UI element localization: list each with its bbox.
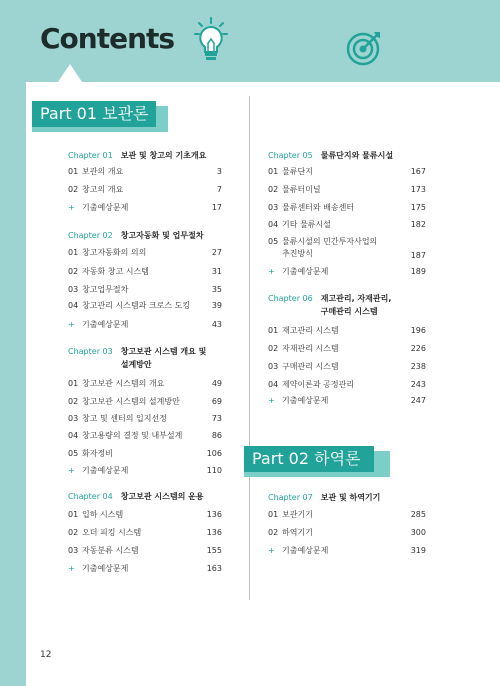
entry-number: 02	[268, 344, 279, 353]
chapter-title: 재고관리, 자재관리, 구매관리 시스템	[320, 294, 392, 316]
toc-entry	[268, 166, 426, 178]
entry-number: 05	[268, 237, 279, 246]
entry-number: 04	[268, 380, 279, 389]
entry-number: +	[68, 466, 75, 475]
entry-title: 제약이론과 공정관리	[282, 380, 355, 389]
entry-number: 01	[268, 167, 279, 176]
entry-page: 238	[410, 362, 426, 371]
entry-number: +	[268, 546, 275, 555]
entry-page: 7	[216, 185, 222, 194]
entry-number: 01	[68, 248, 79, 257]
entry-number: 03	[68, 414, 79, 423]
entry-title: 창고 및 센터의 입지선정	[82, 414, 167, 423]
entry-number: 02	[68, 185, 79, 194]
entry-page: 196	[410, 326, 426, 335]
toc-entry	[268, 361, 426, 373]
entry-page: 226	[410, 344, 426, 353]
entry-title: 물류센터와 배송센터	[282, 203, 355, 212]
entry-title: 기출예상문제	[282, 267, 329, 276]
chapter-number: Chapter 03	[68, 347, 113, 356]
toc-entry	[68, 396, 222, 408]
entry-page: 136	[206, 528, 222, 537]
exam-questions-entry	[68, 319, 222, 331]
chapter-title: 보관 및 창고의 기초개요	[120, 151, 207, 160]
exam-questions-entry	[268, 395, 426, 407]
entry-page: 187	[410, 251, 426, 260]
entry-number: 01	[68, 167, 79, 176]
entry-page: 189	[410, 267, 426, 276]
entry-number: +	[268, 396, 275, 405]
entry-page: 175	[410, 203, 426, 212]
entry-number: 03	[68, 285, 79, 294]
entry-title: 자동분류 시스템	[82, 546, 139, 555]
entry-title: 오더 피킹 시스템	[82, 528, 142, 537]
entry-number: 03	[268, 362, 279, 371]
entry-number: 02	[68, 267, 79, 276]
toc-entry	[268, 509, 426, 521]
entry-title: 재고관리 시스템	[282, 326, 339, 335]
chapter-number: Chapter 01	[68, 151, 113, 160]
entry-page: 319	[410, 546, 426, 555]
toc-entry	[68, 266, 222, 278]
chapter-number: Chapter 06	[268, 294, 313, 303]
toc-entry	[68, 509, 222, 521]
entry-number: 02	[68, 397, 79, 406]
page-number: 12	[40, 650, 52, 660]
toc-entry	[68, 284, 222, 296]
chapter-heading	[68, 345, 206, 371]
entry-page: 173	[410, 185, 426, 194]
entry-page: 35	[211, 285, 222, 294]
entry-page: 106	[206, 449, 222, 458]
entry-title: 화자정비	[82, 449, 113, 458]
entry-number: +	[68, 320, 75, 329]
entry-page: 243	[410, 380, 426, 389]
part-02-banner: Part 02 하역론	[244, 446, 374, 472]
chapter-title: 물류단지와 물류시설	[320, 151, 394, 160]
chapter-title: 창고자동화 및 업무절차	[120, 231, 204, 240]
toc-entry	[68, 448, 222, 460]
chapter-number: Chapter 04	[68, 492, 113, 501]
entry-title: 창고업무절차	[82, 285, 129, 294]
toc-entry	[268, 202, 426, 214]
toc-entry	[68, 378, 222, 390]
entry-title: 하역기기	[282, 528, 313, 537]
entry-title: 기타 물류시설	[282, 220, 331, 229]
chapter-heading	[68, 149, 206, 162]
entry-title: 기출예상문제	[82, 203, 129, 212]
entry-page: 17	[211, 203, 222, 212]
entry-page: 31	[211, 267, 222, 276]
entry-title: 물류터미널	[282, 185, 321, 194]
entry-page: 155	[206, 546, 222, 555]
chapter-number: Chapter 02	[68, 231, 113, 240]
entry-number: 01	[268, 510, 279, 519]
entry-number: +	[68, 564, 75, 573]
entry-page: 73	[211, 414, 222, 423]
entry-title: 보관기기	[282, 510, 313, 519]
entry-number: 02	[268, 185, 279, 194]
chapter-heading	[68, 229, 204, 242]
entry-number: +	[68, 203, 75, 212]
entry-page: 167	[410, 167, 426, 176]
entry-page: 182	[410, 220, 426, 229]
entry-page: 49	[211, 379, 222, 388]
target-icon	[346, 30, 382, 66]
entry-title: 물류시설의 민간투자사업의	[282, 237, 378, 246]
chapter-title: 창고보관 시스템의 운용	[120, 492, 204, 501]
entry-title: 창고의 개요	[82, 185, 124, 194]
entry-title: 창고자동화의 의의	[82, 248, 147, 257]
entry-title: 기출예상문제	[282, 546, 329, 555]
entry-page: 300	[410, 528, 426, 537]
entry-number: 04	[268, 220, 279, 229]
entry-title: 창고보관 시스템의 설계방안	[82, 397, 180, 406]
entry-title: 보관의 개요	[82, 167, 124, 176]
entry-title: 기출예상문제	[82, 466, 129, 475]
entry-number: 03	[268, 203, 279, 212]
entry-number: 01	[268, 326, 279, 335]
toc-entry	[268, 379, 426, 391]
entry-title: 입하 시스템	[82, 510, 124, 519]
exam-questions-entry	[68, 202, 222, 214]
entry-title: 기출예상문제	[82, 320, 129, 329]
entry-number: 03	[68, 546, 79, 555]
entry-page: 27	[211, 248, 222, 257]
toc-entry	[268, 527, 426, 539]
entry-title: 창고용량의 결정 및 내부설계	[82, 431, 183, 440]
entry-number: 02	[268, 528, 279, 537]
toc-entry	[68, 166, 222, 178]
chapter-heading	[268, 149, 393, 162]
exam-questions-entry	[268, 545, 426, 557]
chapter-number: Chapter 07	[268, 493, 313, 502]
part-01-banner: Part 01 보관론	[32, 101, 156, 127]
entry-title-cont: 추진방식	[282, 249, 313, 258]
chapter-heading	[268, 491, 380, 504]
entry-page: 86	[211, 431, 222, 440]
entry-page: 3	[216, 167, 222, 176]
entry-page: 43	[211, 320, 222, 329]
toc-entry	[268, 236, 426, 262]
toc-entry	[268, 219, 426, 231]
entry-page: 163	[206, 564, 222, 573]
entry-page: 285	[410, 510, 426, 519]
entry-number: +	[268, 267, 275, 276]
exam-questions-entry	[68, 465, 222, 477]
toc-entry	[68, 300, 222, 312]
entry-page: 69	[211, 397, 222, 406]
speech-notch	[58, 64, 82, 82]
entry-title: 자동화 창고 시스템	[82, 267, 149, 276]
entry-number: 05	[68, 449, 79, 458]
entry-title: 창고관리 시스템과 크로스 도킹	[82, 301, 191, 310]
entry-number: 01	[68, 510, 79, 519]
toc-entry	[268, 184, 426, 196]
chapter-title: 보관 및 하역기기	[320, 493, 381, 502]
column-divider	[249, 96, 250, 600]
entry-number: 02	[68, 528, 79, 537]
exam-questions-entry	[68, 563, 222, 575]
entry-title: 물류단지	[282, 167, 313, 176]
entry-title: 자재관리 시스템	[282, 344, 339, 353]
page-title: Contents	[40, 22, 175, 55]
toc-entry	[68, 413, 222, 425]
entry-page: 110	[206, 466, 222, 475]
entry-title: 구매관리 시스템	[282, 362, 339, 371]
chapter-number: Chapter 05	[268, 151, 313, 160]
entry-number: 04	[68, 301, 79, 310]
toc-entry	[68, 527, 222, 539]
toc-entry	[68, 545, 222, 557]
toc-entry	[68, 247, 222, 259]
chapter-heading	[68, 490, 204, 503]
entry-page: 39	[211, 301, 222, 310]
toc-entry	[268, 343, 426, 355]
entry-page: 247	[410, 396, 426, 405]
entry-number: 01	[68, 379, 79, 388]
entry-title: 창고보관 시스템의 개요	[82, 379, 165, 388]
chapter-heading	[268, 292, 391, 318]
toc-entry	[268, 325, 426, 337]
lightbulb-icon	[194, 16, 228, 64]
toc-entry	[68, 184, 222, 196]
entry-title: 기출예상문제	[282, 396, 329, 405]
chapter-title: 창고보관 시스템 개요 및 설계방안	[120, 347, 207, 369]
exam-questions-entry	[268, 266, 426, 278]
toc-entry	[68, 430, 222, 442]
entry-number: 04	[68, 431, 79, 440]
entry-title: 기출예상문제	[82, 564, 129, 573]
entry-page: 136	[206, 510, 222, 519]
